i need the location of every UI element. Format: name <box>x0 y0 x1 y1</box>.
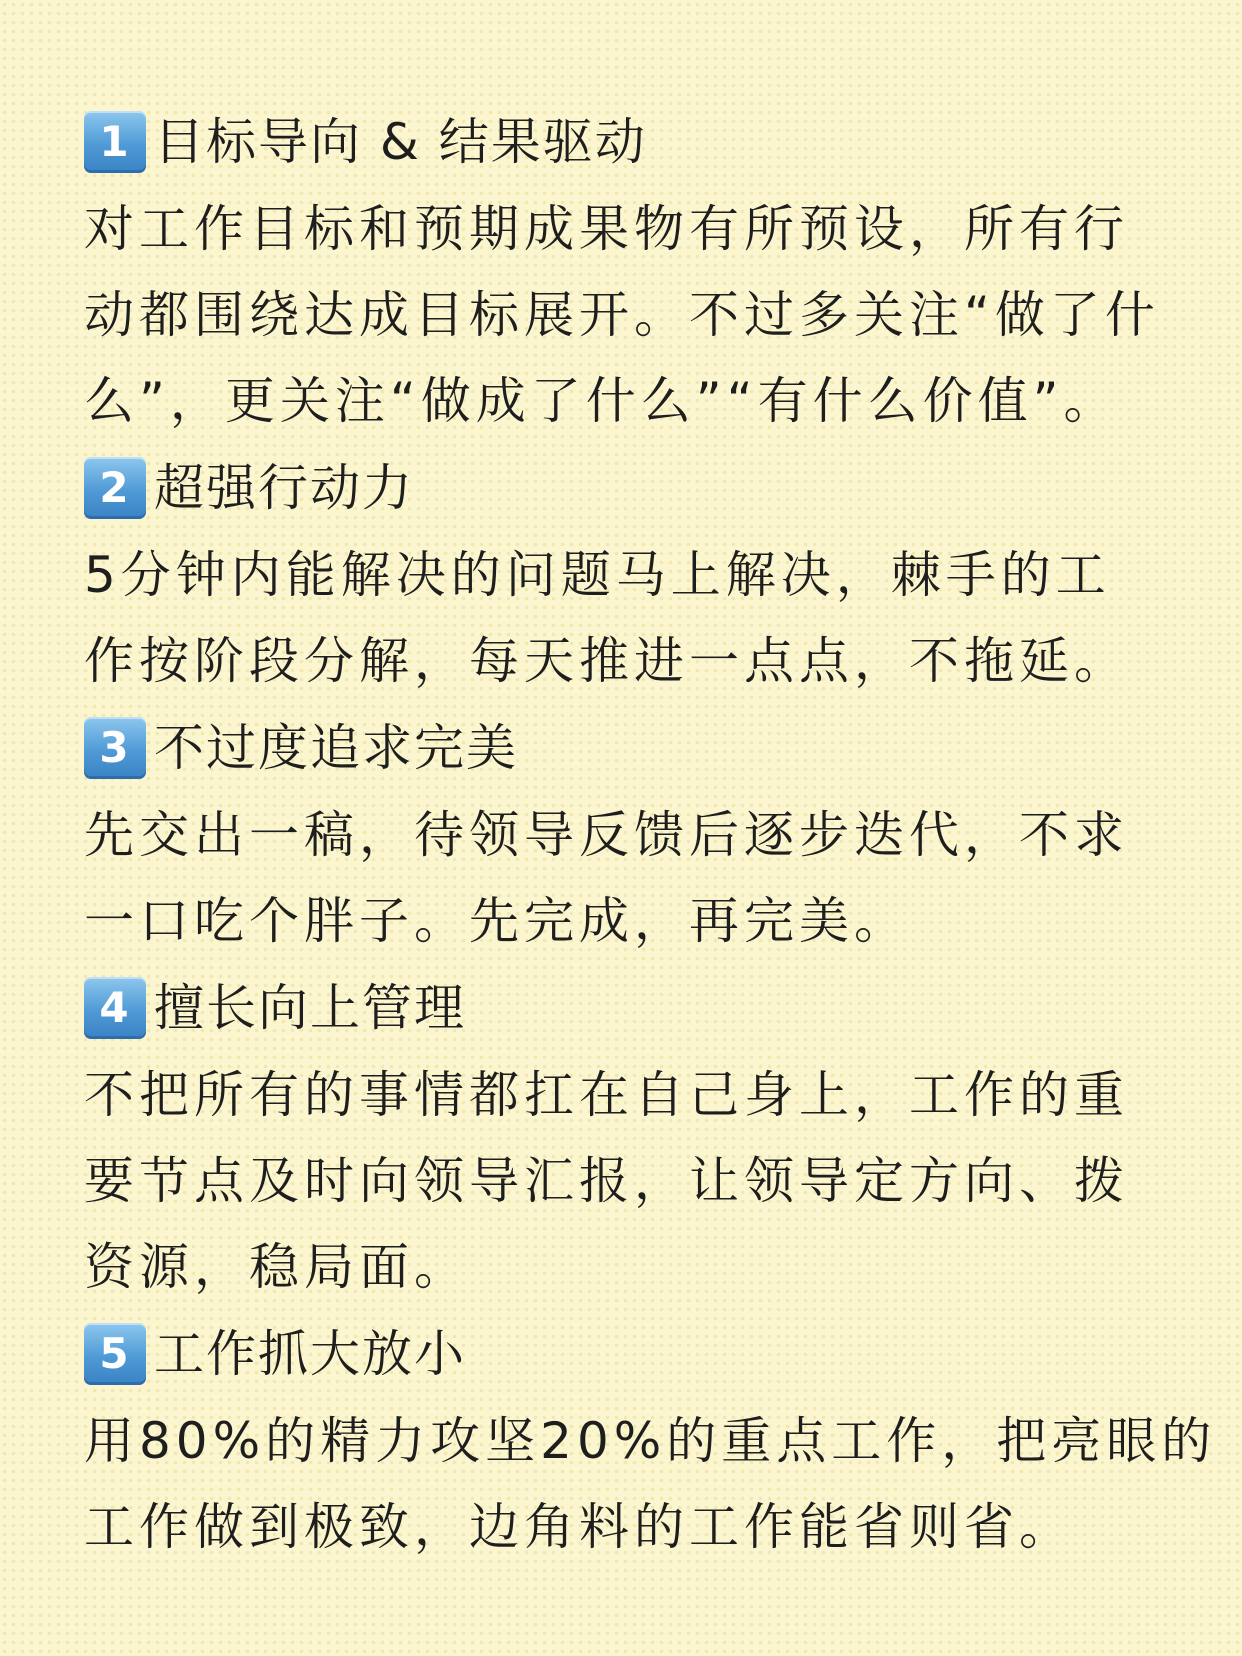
body-line: 要节点及时向领导汇报，让领导定方向、拨 <box>84 1152 1129 1210</box>
section-heading <box>84 444 1182 532</box>
keycap-number-1-icon: 1 <box>84 111 146 173</box>
section-title: 工作抓大放小 <box>154 1325 466 1383</box>
section-heading <box>84 704 1182 792</box>
body-line: 一口吃个胖子。先完成，再完美。 <box>84 892 909 950</box>
section-heading <box>84 964 1182 1052</box>
section-title: 不过度追求完美 <box>154 719 518 777</box>
section-4 <box>84 964 1182 1310</box>
body-line: 先交出一稿，待领导反馈后逐步迭代，不求 <box>84 806 1129 864</box>
section-title: 目标导向 & 结果驱动 <box>154 113 647 171</box>
body-line: 作按阶段分解，每天推进一点点，不拖延。 <box>84 632 1129 690</box>
section-body <box>84 532 1184 704</box>
section-1 <box>84 98 1182 444</box>
section-heading <box>84 98 1182 186</box>
body-line: 用80%的精力攻坚20%的重点工作，把亮眼的 <box>84 1412 1217 1470</box>
body-line: 动都围绕达成目标展开。不过多关注“做了什 <box>84 286 1160 344</box>
section-body <box>84 792 1184 964</box>
body-line: 工作做到极致，边角料的工作能省则省。 <box>84 1498 1074 1556</box>
section-heading <box>84 1310 1182 1398</box>
section-body <box>84 186 1184 444</box>
body-line: 5分钟内能解决的问题马上解决，棘手的工 <box>84 546 1111 604</box>
body-line: 资源，稳局面。 <box>84 1238 469 1296</box>
section-5 <box>84 1310 1217 1570</box>
section-2 <box>84 444 1182 704</box>
section-body <box>84 1398 1217 1570</box>
body-line: 不把所有的事情都扛在自己身上，工作的重 <box>84 1066 1129 1124</box>
section-title: 超强行动力 <box>154 459 414 517</box>
section-3 <box>84 704 1182 964</box>
keycap-number-5-icon: 5 <box>84 1323 146 1385</box>
section-title: 擅长向上管理 <box>154 979 466 1037</box>
keycap-number-3-icon: 3 <box>84 717 146 779</box>
body-line: 么”，更关注“做成了什么”“有什么价值”。 <box>84 372 1119 430</box>
keycap-number-2-icon: 2 <box>84 457 146 519</box>
section-body <box>84 1052 1184 1310</box>
keycap-number-4-icon: 4 <box>84 977 146 1039</box>
body-line: 对工作目标和预期成果物有所预设，所有行 <box>84 200 1129 258</box>
